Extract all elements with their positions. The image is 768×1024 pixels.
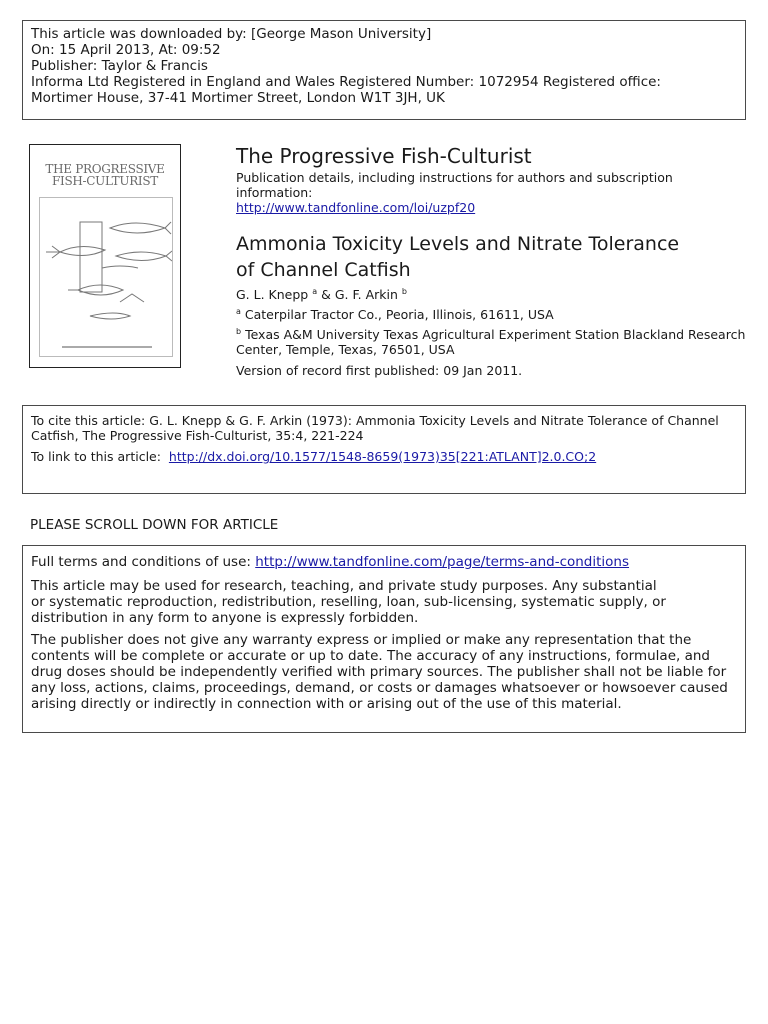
author-affiliation-marker: a xyxy=(312,287,318,296)
article-title-line: Ammonia Toxicity Levels and Nitrate Tolerance xyxy=(236,233,680,255)
article-title xyxy=(236,231,736,283)
disclaimer-paragraph-line: contents will be complete or accurate or up to date. The accuracy of any instructions, formulae, and xyxy=(31,648,710,664)
publication-details xyxy=(236,170,736,215)
download-notice-line: Mortimer House, 37-41 Mortimer Street, London W1T 3JH, UK xyxy=(31,90,445,106)
affiliation-b xyxy=(236,327,746,357)
disclaimer-paragraph-line: drug doses should be independently verified with primary sources. The publisher shall not be liable for xyxy=(31,664,727,680)
download-notice-line: This article was downloaded by: [George Mason University] xyxy=(31,26,432,42)
download-notice-line: On: 15 April 2013, At: 09:52 xyxy=(31,42,221,58)
affiliation-marker: a xyxy=(236,307,241,316)
journal-title: The Progressive Fish-Culturist xyxy=(236,144,532,168)
terms-paragraph-line: This article may be used for research, teaching, and private study purposes. Any substantial xyxy=(31,578,657,594)
download-notice-box xyxy=(22,20,746,120)
author-affiliation-marker: b xyxy=(401,287,407,296)
terms-paragraph xyxy=(31,578,737,626)
doi-link[interactable]: http://dx.doi.org/10.1577/1548-8659(1973)35[221:ATLANT]2.0.CO;2 xyxy=(168,449,597,464)
scroll-notice: PLEASE SCROLL DOWN FOR ARTICLE xyxy=(30,517,279,533)
citation-box xyxy=(22,405,746,494)
disclaimer-paragraph-line: The publisher does not give any warranty express or implied or make any representation that the xyxy=(31,632,692,648)
disclaimer-paragraph-line: any loss, actions, claims, proceedings, demand, or costs or damages whatsoever or howsoever caused xyxy=(31,680,728,696)
terms-box xyxy=(22,545,746,733)
cover-illustration xyxy=(39,197,173,357)
author-name: G. L. Knepp xyxy=(236,287,309,302)
terms-link[interactable]: http://www.tandfonline.com/page/terms-and-conditions xyxy=(255,554,630,570)
fish-illustration-icon xyxy=(40,198,172,356)
citation-line: To cite this article: G. L. Knepp & G. F. Arkin (1973): Ammonia Toxicity Levels and Nitrate Tolerance of Channel xyxy=(31,413,719,428)
disclaimer-paragraph-line: arising directly or indirectly in connection with or arising out of the use of this material. xyxy=(31,696,622,712)
download-notice-line: Publisher: Taylor & Francis xyxy=(31,58,208,74)
terms-paragraph-line: distribution in any form to anyone is expressly forbidden. xyxy=(31,610,419,626)
citation-line: Catfish, The Progressive Fish-Culturist, 35:4, 221-224 xyxy=(31,428,364,443)
publication-details-line: Publication details, including instructions for authors and subscription xyxy=(236,170,673,185)
affiliation-a xyxy=(236,307,554,322)
authors xyxy=(236,287,407,302)
affiliation-text: Caterpilar Tractor Co., Peoria, Illinois, 61611, USA xyxy=(244,307,554,322)
terms-link-row xyxy=(31,554,737,570)
terms-label: Full terms and conditions of use: xyxy=(31,554,256,570)
terms-paragraph-line: or systematic reproduction, redistribution, reselling, loan, sub-licensing, systematic supply, or xyxy=(31,594,666,610)
author-joiner: & xyxy=(317,287,335,302)
cover-masthead xyxy=(30,163,180,187)
affiliation-text: Texas A&M University Texas Agricultural Experiment Station Blackland Research xyxy=(245,327,746,342)
journal-url-link[interactable]: http://www.tandfonline.com/loi/uzpf20 xyxy=(236,200,476,215)
article-title-line: of Channel Catfish xyxy=(236,259,411,281)
download-notice-line: Informa Ltd Registered in England and Wales Registered Number: 1072954 Registered office: xyxy=(31,74,661,90)
affiliation-text: Center, Temple, Texas, 76501, USA xyxy=(236,342,455,357)
cover-masthead-line2: FISH-CULTURIST xyxy=(51,174,158,188)
publication-details-line: information: xyxy=(236,185,313,200)
author-name: G. F. Arkin xyxy=(334,287,398,302)
affiliation-marker: b xyxy=(236,327,242,336)
disclaimer-paragraph xyxy=(31,632,737,712)
journal-cover-image xyxy=(29,144,181,368)
cover-masthead-line1: THE PROGRESSIVE xyxy=(45,162,165,176)
article-link-row xyxy=(31,449,737,464)
version-of-record: Version of record first published: 09 Jan 2011. xyxy=(236,363,523,378)
article-link-label: To link to this article: xyxy=(31,449,165,464)
